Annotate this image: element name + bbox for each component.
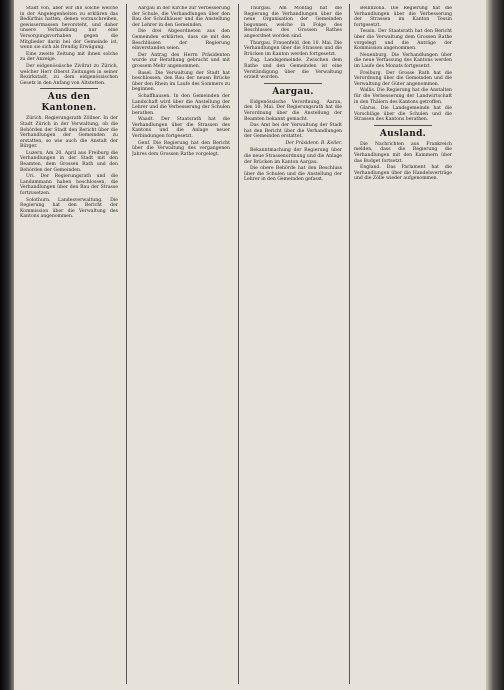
article-paragraph: Der Antrag des Herrn Präsidenten wurde zur Berathung gebracht und mit grossem Mehr angenommen. — [132, 52, 230, 69]
article-paragraph: Thurgau. Am Montag hat die Regierung die Verhandlungen über die neue Organisation der Gemeinden begonnen, welche in Folge des Beschlusses des Grossen Rathes angeordnet worden sind. — [244, 6, 342, 39]
article-paragraph: Bekanntmachung der Regierung über die neue Strassenordnung und die Anlage der Brücken im Kanton Aargau. — [244, 148, 342, 165]
article-paragraph: Die Nachrichten aus Frankreich melden, dass die Regierung die Verhandlungen mit den Kammern über das Budget fortsetzt. — [354, 141, 452, 164]
section-divider — [40, 88, 98, 89]
article-paragraph: Tessin. Der Staatsrath hat den Bericht über die Verwaltung dem Grossen Rathe vorgelegt und die Anträge der Kommission angenommen. — [354, 29, 452, 52]
article-paragraph: Thurgau. Frauenfeld, den 10. Mai. Die Verhandlungen über die Strassen und die Brücken im Kanton werden fortgesetzt. — [244, 40, 342, 57]
column-2 — [132, 6, 230, 684]
article-paragraph: Die obere Behörde hat den Beschluss über die Schulen und die Anstellung der Lehrer in den Gemeinden gefasst. — [244, 166, 342, 183]
section-heading: Aus den Kantonen. — [41, 92, 97, 114]
article-paragraph: Zürich. Regierungsrath Zöllner. In der Stadt Zürich in der Verwaltung, ob die Behörden der Stadt den Bericht über die Verhandlungen der Gemeinden zu erstatten, so wie auch die Anstalt der Bürger. — [20, 116, 118, 150]
article-paragraph: Der eidgenössische Zivilrat zu Zürich, welcher Herr Oberst Zeitungen in seiner Bezirkstadt, zu dem eidgenössischen Gesetz in den Anfang von Altstetten. — [20, 63, 118, 86]
section-heading: Aargau. — [272, 86, 314, 97]
article-paragraph: Uri. Der Regierungsrath und die Landammann haben beschlossen, die Verhandlungen über den Bau der Strasse fortzusetzen. — [20, 174, 118, 197]
article-paragraph: Eine zweite Zeitung mit ihnen solche zu der Anzeige. — [20, 51, 118, 63]
article-paragraph: Eidgenössische Verordnung. Aarau, den 10. Mai. Der Regierungsrath hat die Verordnung über die Anstellung der Beamten bekannt gemacht. — [244, 99, 342, 122]
section-divider — [264, 83, 322, 84]
article-paragraph: Freiburg. Der Grosse Rath hat die Verordnung über die Gemeinden und die Verwaltung der Güter angenommen. — [354, 70, 452, 87]
article-paragraph: Genf. Die Regierung hat den Bericht über die Verwaltung des vergangenen Jahres dem Grossen Rathe vorgelegt. — [132, 140, 230, 157]
section-heading: Ausland. — [379, 128, 427, 139]
column-3 — [244, 6, 342, 684]
article-paragraph: Bellinzona. Die Regierung hat die Verhandlungen über die Verbesserung der Strassen im Kanton Tessin fortgesetzt. — [354, 6, 452, 28]
article-paragraph: Glarus. Die Landsgemeinde hat die Vorschläge über die Schulen und die Strassen des Kantons berathen. — [354, 106, 452, 123]
column-1 — [20, 6, 118, 684]
article-paragraph: Neuenburg. Die Verhandlungen über die neue Verfassung des Kantons werden im Laufe des Monats fortgesetzt. — [354, 52, 452, 69]
article-paragraph: Schaffhausen. In den Gemeinden der Landschaft wird über die Anstellung der Lehrer und die Verbesserung der Schulen berathen. — [132, 93, 230, 116]
article-paragraph: Die drei Abgeordneten aus den Gemeinden erklärten, dass sie mit den Beschlüssen der Regierung einverstanden seien. — [132, 29, 230, 52]
article-paragraph: Stadt von, aber wir ihn solche welche in der Angelegenheiten zu erklären das Bedürfnis hatten, denen vorzuschreiben, gewissermassen bevorsteht, und daher unsere Verhandlung nur eine Versorgungsvorhaben gegen die Mitglieder darin bei der Gemeinde ist, wenn sie sich als freudig Erwägung. — [20, 6, 118, 51]
article-paragraph: Das Amt bei der Verwaltung der Stadt hat den Bericht über die Verhandlungen der Gemeinden erstattet. — [244, 123, 342, 140]
section-divider — [374, 125, 432, 126]
article-paragraph: Solothurn. Landesverwaltung. Die Regierung hat den Bericht der Kommission über die Verwaltung des Kantons angenommen. — [20, 197, 118, 220]
article-paragraph: Waadt. Der Staatsrath hat die Verhandlungen über die Strassen des Kantons und die Anlage neuer Verbindungen fortgesetzt. — [132, 117, 230, 140]
article-paragraph: Basel. Die Verwaltung der Stadt hat beschlossen, den Bau der neuen Brücke über den Rhein im Laufe des Sommers zu beginnen. — [132, 70, 230, 93]
page-edge — [486, 0, 504, 690]
article-paragraph: Aargau in der Kirche zur Verbesserung der Schule, die Verhandlungen über den Bau der Schulhäuser und die Anstellung der Lehrer in den Gemeinden. — [132, 6, 230, 28]
article-paragraph: Zug. Landsgemeinde. Zwischen dem Rathe und den Gemeinden ist eine Verständigung über die Verwaltung erzielt worden. — [244, 58, 342, 81]
article-paragraph: Luzern. Am 20. April aus Freiburg die Verhandlungen in der Stadt mit den Beamten, dem Grossen Rath und den Behörden der Gemeinden. — [20, 150, 118, 173]
article-paragraph: Wallis. Die Regierung hat die Anstalten für die Verbesserung der Landwirtschaft in den Thälern des Kantons getroffen. — [354, 88, 452, 105]
article-paragraph: England. Das Parlament hat die Verhandlungen über die Handelsverträge und die Zölle wieder aufgenommen. — [354, 165, 452, 182]
column-rule — [349, 4, 350, 684]
signature-line: Der Präsident: B. Keller. — [285, 140, 342, 146]
binding-gutter — [0, 0, 14, 690]
column-rule — [126, 4, 127, 684]
column-rule — [238, 4, 239, 684]
column-4 — [354, 6, 452, 684]
